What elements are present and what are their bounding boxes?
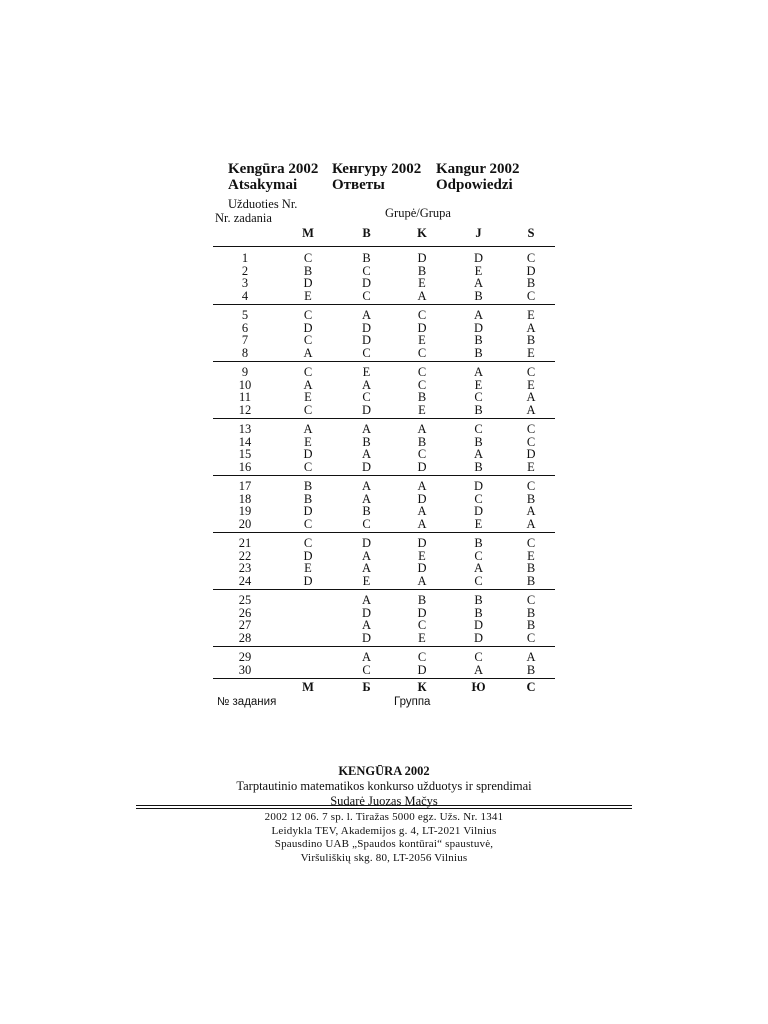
block-separator [213, 418, 555, 419]
answer-cell: C [303, 251, 313, 265]
answer-cell: E [474, 377, 483, 392]
column-footer-group: Б [362, 680, 371, 694]
answer-cell: B [526, 573, 536, 588]
task-number-cell: 17 [238, 479, 252, 493]
answer-cell: A [361, 593, 372, 607]
task-number-label-ru: № задания [217, 696, 277, 708]
answer-cell: D [417, 561, 427, 575]
task-number-cell: 26 [238, 605, 252, 620]
answer-cell: D [303, 447, 313, 461]
answer-cell: B [474, 345, 483, 360]
answer-cell: E [474, 516, 483, 531]
answer-cell: C [362, 390, 371, 404]
answer-cell: D [417, 662, 427, 677]
answer-cell: A [417, 573, 427, 588]
answer-cell: B [362, 434, 371, 449]
answer-cell: D [417, 605, 427, 620]
answer-cell: B [474, 459, 483, 474]
column-header-group: S [527, 226, 535, 240]
task-number-cell: 10 [238, 377, 252, 392]
answer-cell: D [303, 504, 313, 518]
table-top-rule [213, 246, 555, 247]
answer-cell: C [474, 548, 483, 563]
answer-cell: A [417, 504, 427, 518]
answer-cell: E [418, 548, 426, 563]
task-number-cell: 20 [238, 516, 252, 531]
answer-cell: C [417, 377, 427, 392]
answer-cell: D [473, 504, 484, 518]
answer-cell: E [304, 390, 312, 404]
answer-cell: A [473, 308, 484, 322]
block-separator [213, 475, 555, 476]
task-number-cell: 16 [238, 459, 252, 474]
imprint-line: 2002 12 06. 7 sp. l. Tiražas 5000 egz. Užs. Nr. 1341 [264, 811, 504, 823]
answer-cell: B [474, 593, 483, 607]
task-number-cell: 29 [238, 650, 252, 664]
answer-cell: A [361, 377, 372, 392]
column-header-group: M [302, 226, 314, 240]
answer-cell: C [362, 662, 371, 677]
answer-cell: A [473, 561, 484, 575]
answer-cell: B [474, 605, 483, 620]
task-number-cell: 21 [238, 536, 252, 550]
task-number-cell: 18 [238, 491, 252, 506]
answer-cell: A [361, 618, 372, 632]
answer-cell: A [361, 479, 372, 493]
answer-cell: C [303, 365, 313, 379]
answer-cell: A [526, 320, 536, 335]
answer-cell: B [526, 605, 536, 620]
answer-cell: B [526, 561, 536, 575]
block-separator [213, 532, 555, 533]
answer-cell: E [304, 288, 312, 303]
task-number-cell: 3 [241, 276, 249, 290]
answer-cell: C [303, 333, 313, 347]
answer-cell: A [526, 390, 536, 404]
task-number-cell: 27 [238, 618, 252, 632]
task-number-label-lt: Užduoties Nr. [228, 197, 298, 211]
answer-cell: A [526, 516, 536, 531]
answer-cell: C [303, 459, 313, 474]
answer-cell: E [527, 345, 535, 360]
task-number-cell: 5 [241, 308, 249, 322]
answer-cell: D [417, 491, 427, 506]
answer-cell: A [303, 345, 313, 360]
answer-cell: D [417, 536, 427, 550]
column-footer-group: К [417, 680, 427, 694]
answer-cell: D [361, 402, 372, 417]
answer-cell: D [361, 605, 372, 620]
answer-cell: B [362, 504, 371, 518]
answer-cell: A [303, 422, 313, 436]
task-number-label-pl: Nr. zadania [215, 211, 272, 225]
imprint-line: Leidykla TEV, Akademijos g. 4, LT-2021 Vilnius [271, 824, 497, 837]
answer-cell: E [304, 434, 312, 449]
answer-cell: B [474, 402, 483, 417]
answer-cell: E [418, 402, 426, 417]
answer-cell: D [526, 447, 536, 461]
answer-table [213, 252, 555, 676]
answer-cell: E [418, 630, 426, 645]
column-footer-group: Ю [471, 680, 486, 694]
answer-cell: D [473, 251, 484, 265]
answer-cell: C [362, 516, 371, 531]
block-separator [213, 646, 555, 647]
answer-cell: C [417, 308, 427, 322]
answer-cell: B [474, 288, 483, 303]
answer-cell: B [474, 434, 483, 449]
answer-cell: C [526, 365, 536, 379]
answer-cell: A [361, 422, 372, 436]
answer-cell: A [417, 516, 427, 531]
header-subtitle: Ответы [332, 177, 385, 193]
header-ru [332, 161, 436, 193]
answer-cell: D [417, 459, 427, 474]
page-header [228, 161, 568, 193]
footer-author: Sudarė Juozas Mačys [330, 794, 438, 808]
task-number-cell: 6 [241, 320, 249, 335]
block-separator [213, 589, 555, 590]
answer-cell: E [527, 548, 535, 563]
answer-cell: E [418, 333, 426, 347]
answer-cell: B [526, 618, 536, 632]
task-number-cell: 12 [238, 402, 252, 417]
answer-cell: D [361, 536, 372, 550]
answer-cell: D [361, 630, 372, 645]
answer-cell: A [417, 422, 427, 436]
column-footer-group: М [302, 680, 314, 694]
answer-cell: B [303, 263, 313, 278]
header-pl [436, 161, 556, 193]
group-label-ru: Группа [394, 696, 431, 708]
header-lt [228, 161, 332, 193]
answer-cell: A [473, 365, 484, 379]
answer-cell: C [474, 491, 483, 506]
column-headers-bottom [213, 680, 555, 695]
answer-cell: D [303, 548, 313, 563]
header-subtitle: Odpowiedzi [436, 177, 513, 193]
answer-cell: C [417, 345, 427, 360]
answer-cell: C [526, 288, 536, 303]
answer-cell: C [417, 447, 427, 461]
answer-cell: B [526, 276, 536, 290]
answer-cell: C [417, 650, 427, 664]
answer-cell: D [303, 320, 313, 335]
answer-cell: A [526, 650, 536, 664]
column-header-group: J [475, 226, 482, 240]
task-number-cell: 8 [241, 345, 249, 360]
answer-cell: C [526, 251, 536, 265]
answer-cell: A [526, 402, 536, 417]
header-title: Кенгуру 2002 [332, 161, 422, 177]
answer-cell: C [362, 263, 371, 278]
answer-cell: E [527, 377, 535, 392]
answer-cell: C [362, 345, 371, 360]
answer-cell: D [473, 320, 484, 335]
footer-rule [136, 805, 632, 806]
answer-cell: B [417, 390, 427, 404]
answer-cell: B [526, 491, 536, 506]
answer-cell: B [526, 333, 536, 347]
answer-cell [277, 619, 339, 632]
header-title: Kangur 2002 [436, 161, 520, 177]
footer-rule [136, 808, 632, 809]
block-separator [213, 361, 555, 362]
answer-cell: A [361, 650, 372, 664]
answer-cell: D [361, 320, 372, 335]
task-number-cell: 22 [238, 548, 252, 563]
answer-cell: C [526, 434, 536, 449]
answer-cell: C [303, 516, 313, 531]
answer-cell: C [417, 365, 427, 379]
answer-cell: D [526, 263, 536, 278]
task-number-cell: 1 [241, 251, 249, 265]
answer-cell: A [303, 377, 313, 392]
answer-cell: D [417, 251, 427, 265]
task-number-cell: 11 [238, 390, 252, 404]
answer-cell: A [473, 276, 484, 290]
answer-cell: A [417, 288, 427, 303]
answer-cell: C [526, 479, 536, 493]
table-bottom-rule [213, 678, 555, 679]
answer-cell: A [361, 548, 372, 563]
column-header-group: K [417, 226, 427, 240]
answer-cell: A [361, 561, 372, 575]
task-number-label [215, 197, 298, 225]
task-number-cell: 19 [238, 504, 252, 518]
answer-cell: D [361, 276, 372, 290]
header-subtitle: Atsakymai [228, 177, 298, 193]
task-number-cell: 25 [238, 593, 252, 607]
task-number-cell: 2 [241, 263, 249, 278]
column-header-blank [213, 226, 277, 241]
answer-cell: B [417, 434, 427, 449]
answer-cell: C [526, 536, 536, 550]
answer-cell: D [473, 618, 484, 632]
answer-cell: B [474, 333, 483, 347]
imprint-line: Spausdino UAB „Spaudos kontūrai“ spaustuvė, [274, 838, 494, 850]
answer-cell: C [303, 308, 313, 322]
task-number-cell: 15 [238, 447, 252, 461]
answer-cell: C [474, 422, 483, 436]
answer-cell: C [526, 630, 536, 645]
task-number-cell: 7 [241, 333, 249, 347]
answer-cell: A [417, 479, 427, 493]
task-number-cell: 23 [238, 561, 252, 575]
task-number-cell: 13 [238, 422, 252, 436]
book-footer [0, 764, 768, 809]
footer-title: KENGŪRA 2002 [338, 764, 430, 778]
answer-cell: B [417, 263, 427, 278]
answer-cell: E [304, 561, 312, 575]
column-headers-top [213, 226, 555, 241]
answer-cell: E [527, 308, 535, 322]
answer-cell [277, 632, 339, 645]
block-separator [213, 304, 555, 305]
task-number-cell: 9 [241, 365, 249, 379]
answer-cell: E [362, 365, 371, 379]
answer-cell: B [417, 593, 427, 607]
answer-cell: B [362, 251, 371, 265]
answer-cell: D [361, 459, 372, 474]
answer-cell: C [417, 618, 427, 632]
answer-cell: B [526, 662, 536, 677]
answer-cell: D [361, 333, 372, 347]
answer-cell [277, 651, 339, 664]
answer-cell: D [473, 479, 484, 493]
answer-cell: B [303, 479, 313, 493]
column-footer-group: С [526, 680, 536, 694]
answer-cell: C [474, 573, 483, 588]
answer-cell: A [473, 447, 484, 461]
answer-cell: D [417, 320, 427, 335]
answer-cell: E [418, 276, 426, 290]
answer-cell: C [526, 422, 536, 436]
answer-cell [277, 594, 339, 607]
answer-cell: B [474, 536, 483, 550]
task-number-cell: 4 [241, 288, 249, 303]
answer-cell: E [362, 573, 371, 588]
answer-cell: A [361, 308, 372, 322]
answer-cell: C [362, 288, 371, 303]
answer-cell: C [474, 390, 483, 404]
header-title: Kengūra 2002 [228, 161, 319, 177]
answer-cell: B [303, 491, 313, 506]
group-label: Grupė/Grupa [385, 206, 451, 220]
answer-cell: C [303, 536, 313, 550]
task-number-cell: 30 [238, 662, 252, 677]
imprint-line: Viršuliškių skg. 80, LT-2056 Vilnius [300, 851, 468, 864]
answer-cell: D [303, 573, 313, 588]
answer-cell: E [527, 459, 535, 474]
footer-description: Tarptautinio matematikos konkurso užduotys ir sprendimai [236, 779, 532, 793]
task-number-cell: 14 [238, 434, 252, 449]
task-number-cell: 28 [238, 630, 252, 645]
answer-cell [277, 664, 339, 677]
answer-cell [277, 607, 339, 620]
answer-cell: A [473, 662, 484, 677]
imprint [0, 811, 768, 865]
answer-cell: A [526, 504, 536, 518]
task-number-cell: 24 [238, 573, 252, 588]
answer-cell: C [303, 402, 313, 417]
column-footer-blank [213, 680, 277, 695]
answer-cell: A [361, 447, 372, 461]
answer-cell: D [473, 630, 484, 645]
answer-cell: D [303, 276, 313, 290]
answer-cell: C [474, 650, 483, 664]
answer-cell: C [526, 593, 536, 607]
answer-cell: A [361, 491, 372, 506]
column-header-group: B [362, 226, 371, 240]
answer-cell: E [474, 263, 483, 278]
